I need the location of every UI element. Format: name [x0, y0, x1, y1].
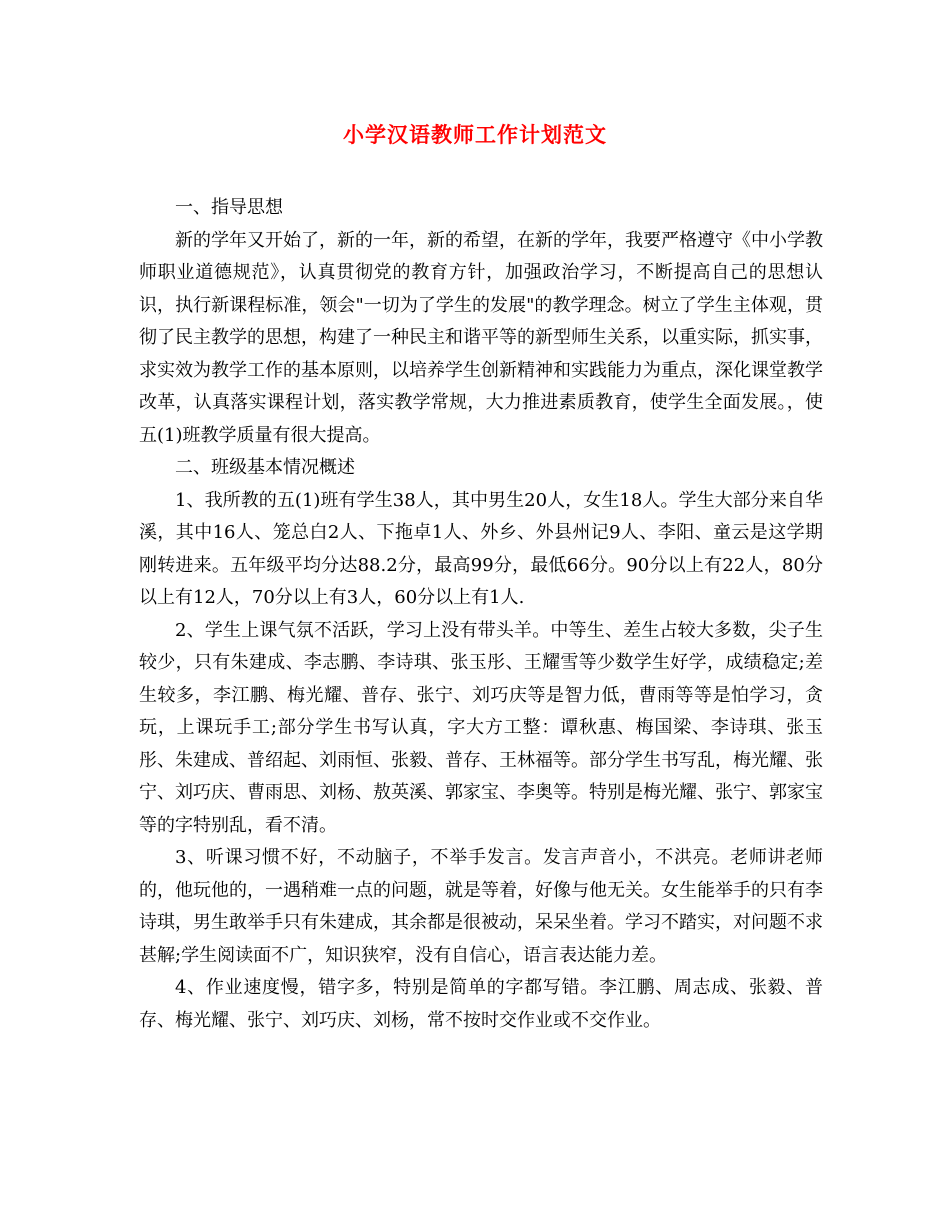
paragraph-item-3: 3、听课习惯不好，不动脑子，不举手发言。发言声音小，不洪亮。老师讲老师的，他玩他的，一遇稍难一点的问题，就是等着，好像与他无关。女生能举手的只有李诗琪，男生敢举手只有朱建成，其余都是很被动，呆呆坐着。学习不踏实，对问题不求甚解;学生阅读面不广，知识狭窄，没有自信心，语言表达能力差。	[139, 847, 823, 966]
document-title: 小学汉语教师工作计划范文	[343, 122, 607, 147]
document-body	[139, 192, 823, 1037]
paragraph-item-4: 4、作业速度慢，错字多，特别是简单的字都写错。李江鹏、周志成、张毅、普存、梅光耀、张宁、刘巧庆、刘杨，常不按时交作业或不交作业。	[139, 977, 823, 1031]
paragraph-item-2: 2、学生上课气氛不活跃，学习上没有带头羊。中等生、差生占较大多数，尖子生较少，只有朱建成、李志鹏、李诗琪、张玉彤、王耀雪等少数学生好学，成绩稳定;差生较多，李江鹏、梅光耀、普存、张宁、刘巧庆等是智力低，曹雨等等是怕学习，贪玩，上课玩手工;部分学生书写认真，字大方工整：谭秋惠、梅国梁、李诗琪、张玉彤、朱建成、普绍起、刘雨恒、张毅、普存、王林福等。部分学生书写乱，梅光耀、张宁、刘巧庆、曹雨思、刘杨、敖英溪、郭家宝、李奥等。特别是梅光耀、张宁、郭家宝等的字特别乱，看不清。	[139, 619, 823, 836]
heading-class-overview: 二、班级基本情况概述	[175, 457, 355, 478]
paragraph-guiding-ideology: 新的学年又开始了，新的一年，新的希望，在新的学年，我要严格遵守《中小学教师职业道德规范》，认真贯彻党的教育方针，加强政治学习，不断提高自己的思想认识，执行新课程标准，领会"一切为了学生的发展"的教学理念。树立了学生主体观，贯彻了民主教学的思想，构建了一种民主和谐平等的新型师生关系，以重实际，抓实事，求实效为教学工作的基本原则，以培养学生创新精神和实践能力为重点，深化课堂教学改革，认真落实课程计划，落实教学常规，大力推进素质教育，使学生全面发展。，使五(1)班教学质量有很大提高。	[139, 229, 823, 446]
heading-guiding-ideology: 一、指导思想	[175, 197, 283, 218]
paragraph-item-1: 1、我所教的五(1)班有学生38人，其中男生20人，女生18人。学生大部分来自华溪，其中16人、笼总白2人、下拖卓1人、外乡、外县州记9人、李阳、童云是这学期刚转进来。五年级平均分达88.2分，最高99分，最低66分。90分以上有22人，80分以上有12人，70分以上有3人，60分以上有1人.	[139, 489, 823, 608]
